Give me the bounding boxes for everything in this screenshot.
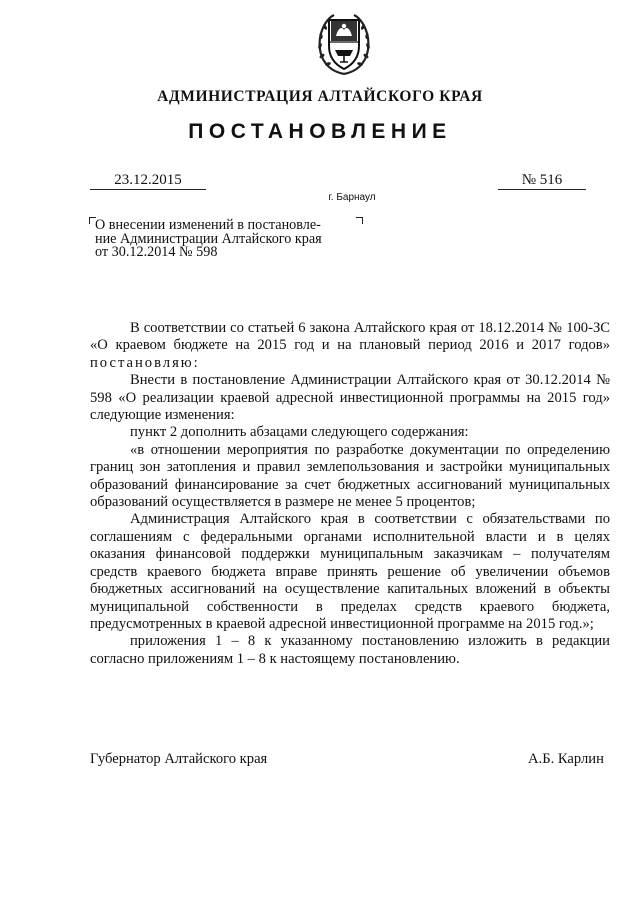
document-body: [90, 320, 610, 668]
organization-title: АДМИНИСТРАЦИЯ АЛТАЙСКОГО КРАЯ: [157, 88, 483, 105]
document-type-title: ПОСТАНОВЛЕНИЕ: [188, 120, 452, 143]
preamble-text: В соответствии со статьей 6 закона Алтайского края от 18.12.2014 № 100-ЗС «О краевом бюджете на 2015 год и на плановый период 2016 и 2017 годов»: [90, 320, 610, 354]
city-label: г. Барнаул: [328, 192, 376, 203]
body-paragraph-quote-1: «в отношении мероприятия по разработке документации по определению границ зон затопления и правил землепользования и застройки муниципальных образований финансирование за счет бюджетных ассигнований муниципальных образований осуществляется в размере не менее 5 процентов;: [90, 441, 610, 511]
body-paragraph-point: пункт 2 дополнить абзацами следующего содержания:: [130, 424, 469, 441]
subject-line-1: О внесении изменений в постановле-: [95, 217, 321, 233]
signer-position: Губернатор Алтайского края: [90, 751, 268, 767]
coat-of-arms-icon: [314, 12, 374, 78]
body-paragraph-amend: Внести в постановление Администрации Алтайского края от 30.12.2014 № 598 «О реализации краевой адресной инвестиционной программы на 2015 год» следующие изменения:: [90, 372, 610, 424]
subject-line-2: ние Администрации Алтайского края: [95, 230, 322, 247]
signer-name: А.Б. Карлин: [528, 751, 604, 767]
document-date: 23.12.2015: [114, 172, 182, 188]
subject-line-3: от 30.12.2014 № 598: [95, 244, 218, 260]
resolve-word: постановляю:: [90, 354, 200, 371]
body-paragraph-appendix: приложения 1 – 8 к указанному постановлению изложить в редакции согласно приложениям 1 – 8 к настоящему постановлению.: [90, 633, 610, 667]
body-paragraph-quote-2: Администрация Алтайского края в соответствии с обязательствами по соглашениям с федеральными органами исполнительной власти и в целях оказания финансовой поддержки муниципальным заказчикам – получателям средств краевого бюджета вправе принять решение об увеличении объемов бюджетных ассигнований на осуществление капитальных вложений в объекты муниципальной собственности в пределах средств краевого бюджета, предусмотренных в краевой адресной инвестиционной программе на 2015 год.»;: [90, 511, 610, 632]
body-paragraph-preamble: [90, 320, 610, 372]
document-subject: [95, 219, 385, 260]
document-number: № 516: [521, 172, 563, 188]
date-underline: [90, 189, 206, 190]
number-underline: [498, 189, 586, 190]
